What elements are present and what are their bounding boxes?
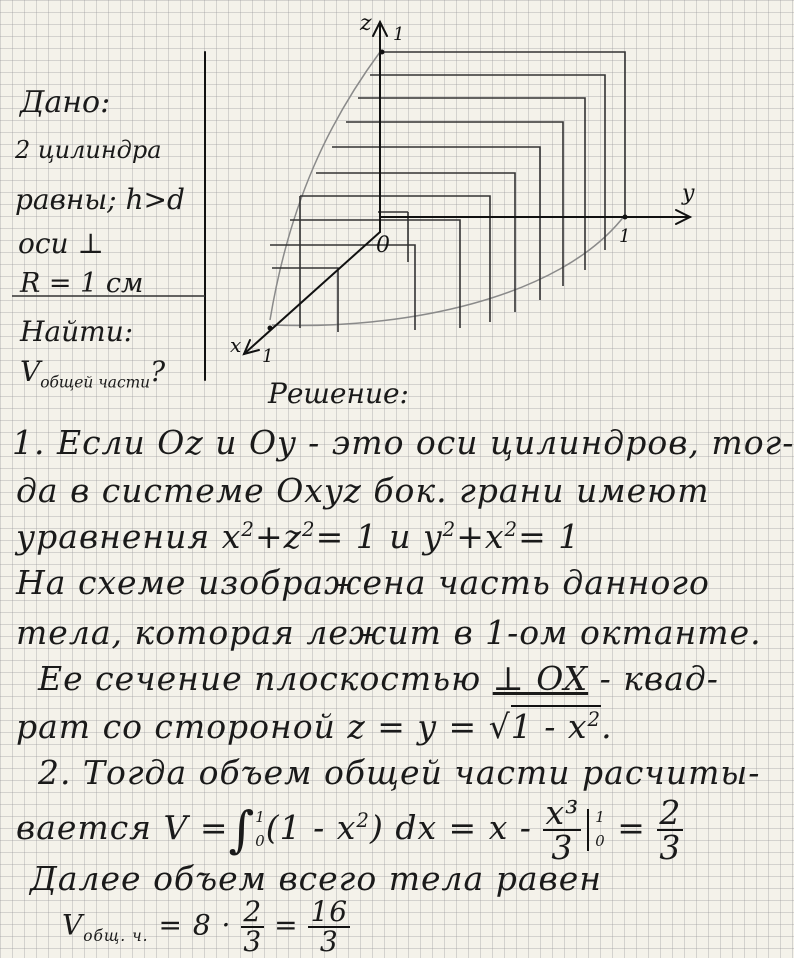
solution-p3-line2: $V_{общ. ч.} = 8$ · $\frac{2}{3}$ = $\frac{16}{3}$ <box>62 895 349 958</box>
origin-label: 0 <box>376 233 390 258</box>
solution-p1-line7: рат со стороной $z = y = √1 - x^2$. <box>16 707 613 746</box>
find-volume: $V_{общей части}$? <box>20 355 166 392</box>
solution-p1-line6: Ее сечение плоскостью ⊥ OX - квад- <box>38 659 719 698</box>
solution-title: Решение: <box>268 377 409 410</box>
solution-p1-line1: 1. Если Oz и Oy - это оси цилиндров, тог- <box>12 423 794 462</box>
tick-y-label: 1 <box>619 226 631 247</box>
tick-z-label: 1 <box>393 24 405 45</box>
given-title: Дано: <box>20 85 111 120</box>
axis-x-label: x <box>230 333 242 357</box>
find-title: Найти: <box>20 315 134 348</box>
axes <box>244 22 690 354</box>
cylinder-curve-left <box>270 52 380 320</box>
given-line-equal: равны; h>d <box>15 183 185 216</box>
given-line-radius: R = 1 см <box>20 268 144 299</box>
solution-p1-line4: На схеме изображена часть данного <box>16 563 710 602</box>
given-line-axes: оси ⊥ <box>18 227 104 260</box>
cross-sections <box>270 52 625 332</box>
solution-p2-line2: вается V =∫1 $0(1 - x^2)$ dx = x - $\frac{\text{x³}}{3}$ 1 0 = $\frac{2}{3}$ <box>16 793 682 867</box>
solution-p1-line3: уравнения $x^2+z^2= 1$ и $y^2+x^2= 1$ <box>16 517 581 556</box>
tick-x-label: 1 <box>262 346 274 367</box>
solution-p1-line5: тела, которая лежит в 1-ом октанте. <box>16 613 762 652</box>
given-line-cylinders: 2 цилиндра <box>15 136 162 164</box>
solution-p1-line2: да в системе Oxyz бок. грани имеют <box>16 471 710 510</box>
axis-z-label: z <box>360 11 372 36</box>
solution-p2-line1: 2. Тогда объем общей части расчиты- <box>38 753 761 792</box>
cylinder-curve-bottom <box>272 215 625 326</box>
axis-y-label: y <box>682 181 695 206</box>
solution-p3-line1: Далее объем всего тела равен <box>30 859 602 898</box>
